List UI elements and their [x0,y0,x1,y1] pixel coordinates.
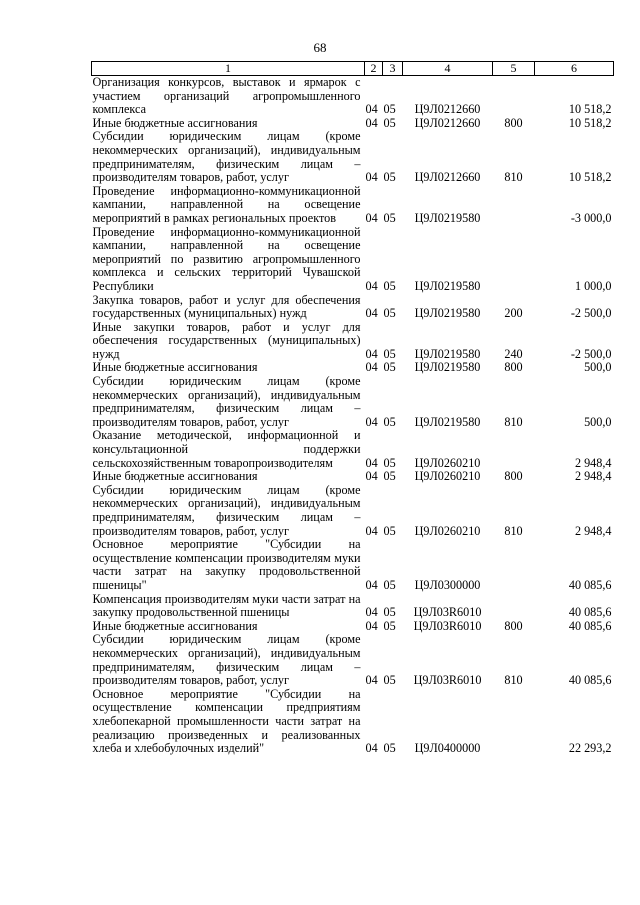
row-name: Основное мероприятие "Субсидии на осуществление компенсации производителям муки части затрат на закупку продовольственной пшеницы" [92,537,361,592]
row-subsection: 05 [383,455,396,470]
table-row [92,484,614,538]
row-expense-type: 800 [504,469,523,484]
row-name: Субсидии юридическим лицам (кроме некоммерческих организаций), индивидуальным предпринимателям, физическим лицам – производителям товаров, работ, услуг [92,129,361,185]
row-expense-type: 240 [504,346,523,361]
row-subsection: 05 [383,577,396,592]
row-section: 04 [365,278,378,293]
row-expense-type: 800 [504,360,523,375]
row-name: Закупка товаров, работ и услуг для обеспечения государственных (муниципальных) нужд [92,292,361,321]
row-section: 04 [365,115,378,130]
row-amount: -3 000,0 [570,210,612,225]
table-row [92,470,614,484]
row-expense-type [493,226,535,294]
row-name: Иные бюджетные ассигнования [92,469,258,484]
row-name: Оказание методической, информационной и консультационной поддержки сельскохозяйственным товаропроизводителям [92,428,361,470]
row-expense-type: 200 [504,306,523,321]
row-expense-type: 810 [504,523,523,538]
table-row [92,429,614,470]
row-section: 04 [365,346,378,361]
table-row [92,76,614,117]
table-row [92,361,614,375]
row-name: Иные бюджетные ассигнования [92,618,258,633]
row-section: 04 [365,577,378,592]
page-number: 68 [313,40,327,55]
table-row [92,375,614,429]
row-target-article: Ц9Л0300000 [414,577,481,592]
row-name: Компенсация производителям муки части затрат на закупку продовольственной пшеницы [92,591,361,620]
column-header-1: 1 [92,62,365,76]
table-row [92,620,614,634]
row-expense-type [493,76,535,117]
row-name: Субсидии юридическим лицам (кроме некоммерческих организаций), индивидуальным предпринимателям, физическим лицам – производителям товаров, работ, услуг [92,374,361,429]
row-subsection: 05 [383,523,396,538]
row-section: 04 [365,170,378,185]
row-subsection: 05 [383,115,396,130]
row-subsection: 05 [383,741,396,756]
column-header-3: 3 [383,62,403,76]
row-name: Проведение информационно-коммуникационной кампании, направленной на освещение мероприятий по развитию агропромышленного комплекса и сельских территорий Чувашской Республики [92,224,361,293]
row-target-article: Ц9Л03R6010 [413,673,482,688]
column-header-4: 4 [403,62,493,76]
row-section: 04 [365,523,378,538]
row-amount: 2 948,4 [574,455,612,470]
row-section: 04 [365,741,378,756]
row-target-article: Ц9Л03R6010 [413,618,482,633]
row-section: 04 [365,360,378,375]
row-section: 04 [365,102,378,117]
header-row [92,62,614,76]
row-expense-type [493,429,535,470]
row-amount: 500,0 [584,360,612,375]
row-target-article: Ц9Л0212660 [414,115,481,130]
row-section: 04 [365,306,378,321]
row-target-article: Ц9Л0212660 [414,102,481,117]
row-amount: 500,0 [584,414,612,429]
row-name: Субсидии юридическим лицам (кроме некоммерческих организаций), индивидуальным предпринимателям, физическим лицам – производителям товаров, работ, услуг [92,632,361,688]
row-subsection: 05 [383,346,396,361]
row-subsection: 05 [383,278,396,293]
row-target-article: Ц9Л03R6010 [413,605,482,620]
row-subsection: 05 [383,618,396,633]
row-section: 04 [365,210,378,225]
row-amount: 10 518,2 [568,170,612,185]
row-target-article: Ц9Л0260210 [414,523,481,538]
row-subsection: 05 [383,673,396,688]
row-name: Субсидии юридическим лицам (кроме некоммерческих организаций), индивидуальным предпринимателям, физическим лицам – производителям товаров, работ, услуг [92,482,361,538]
row-amount: 40 085,6 [568,577,612,592]
row-amount: 2 948,4 [574,523,612,538]
row-expense-type [493,593,535,620]
table-row [92,130,614,184]
row-section: 04 [365,605,378,620]
table-row [92,688,614,756]
column-header-6: 6 [535,62,614,76]
row-expense-type [493,185,535,226]
row-name: Иные бюджетные ассигнования [92,360,258,375]
row-expense-type: 810 [504,170,523,185]
table-row [92,117,614,131]
column-header-5: 5 [493,62,535,76]
row-amount: 40 085,6 [568,618,612,633]
row-amount: -2 500,0 [570,346,612,361]
row-target-article: Ц9Л0219580 [414,360,481,375]
row-expense-type [493,538,535,592]
row-target-article: Ц9Л0219580 [414,414,481,429]
column-header-2: 2 [365,62,383,76]
table-row [92,226,614,294]
row-target-article: Ц9Л0219580 [414,306,481,321]
table-row [92,321,614,362]
row-section: 04 [365,455,378,470]
row-section: 04 [365,414,378,429]
row-name: Проведение информационно-коммуникационной кампании, направленной на освещение мероприятий в рамках региональных проектов [92,183,361,225]
table-row [92,538,614,592]
row-name: Иные бюджетные ассигнования [92,115,258,130]
row-expense-type: 800 [504,115,523,130]
row-amount: 40 085,6 [568,605,612,620]
row-subsection: 05 [383,469,396,484]
row-amount: 22 293,2 [568,741,612,756]
row-amount: -2 500,0 [570,306,612,321]
row-amount: 40 085,6 [568,673,612,688]
row-target-article: Ц9Л0260210 [414,455,481,470]
row-expense-type: 810 [504,673,523,688]
row-name: Иные закупки товаров, работ и услуг для обеспечения государственных (муниципальных) нужд [92,319,361,361]
row-amount: 2 948,4 [574,469,612,484]
row-target-article: Ц9Л0219580 [414,346,481,361]
row-subsection: 05 [383,605,396,620]
row-target-article: Ц9Л0219580 [414,278,481,293]
row-target-article: Ц9Л0260210 [414,469,481,484]
table-row [92,294,614,321]
table-body [92,76,614,756]
row-target-article: Ц9Л0219580 [414,210,481,225]
row-section: 04 [365,673,378,688]
row-expense-type: 810 [504,414,523,429]
table-row [92,185,614,226]
row-subsection: 05 [383,306,396,321]
row-subsection: 05 [383,170,396,185]
row-target-article: Ц9Л0400000 [414,741,481,756]
row-subsection: 05 [383,210,396,225]
row-section: 04 [365,618,378,633]
row-subsection: 05 [383,414,396,429]
row-name: Основное мероприятие "Субсидии на осуществление компенсации предприятиям хлебопекарной промышленности части затрат на реализацию произведенных и реализованных хлеба и хлебобулочных изделий" [92,686,361,756]
table-row [92,633,614,687]
row-amount: 10 518,2 [568,102,612,117]
row-expense-type [493,688,535,756]
row-target-article: Ц9Л0212660 [414,170,481,185]
table-header [92,62,614,76]
row-subsection: 05 [383,102,396,117]
budget-table [91,61,614,756]
row-section: 04 [365,469,378,484]
row-name: Организация конкурсов, выставок и ярмарок с участием организаций агропромышленного комплекса [92,75,361,117]
row-amount: 1 000,0 [574,278,612,293]
row-expense-type: 800 [504,618,523,633]
row-amount: 10 518,2 [568,115,612,130]
table-row [92,593,614,620]
row-subsection: 05 [383,360,396,375]
